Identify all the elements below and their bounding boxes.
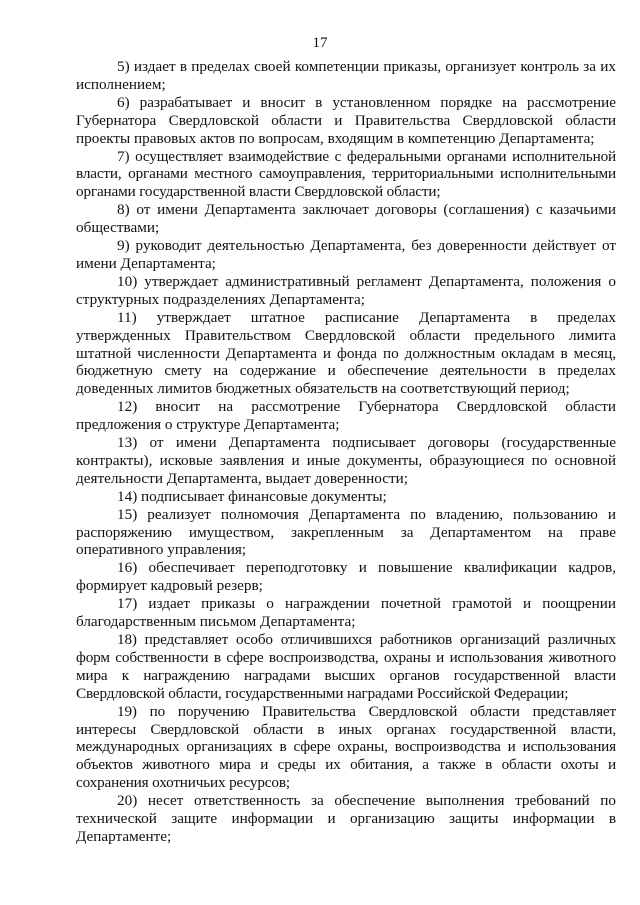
list-item: 17) издает приказы о награждении почетной грамотой и поощрении благодарственным письмом Департамента; bbox=[76, 595, 616, 631]
list-item: 8) от имени Департамента заключает договоры (соглашения) с казачьими обществами; bbox=[76, 201, 616, 237]
list-item: 16) обеспечивает переподготовку и повышение квалификации кадров, формирует кадровый резерв; bbox=[76, 559, 616, 595]
list-item: 11) утверждает штатное расписание Департамента в пределах утвержденных Правительством Свердловской области предельного лимита штатной численности Департамента и фонда по должностным окладам в месяц, бюджетную смету на содержание и обеспечение деятельности в пределах доведенных лимитов бюджетных обязательств на соответствующий период; bbox=[76, 308, 616, 398]
list-item: 12) вносит на рассмотрение Губернатора Свердловской области предложения о структуре Департамента; bbox=[76, 398, 616, 434]
list-item: 9) руководит деятельностью Департамента, без доверенности действует от имени Департамента; bbox=[76, 237, 616, 272]
list-item: 10) утверждает административный регламент Департамента, положения о структурных подразделениях Департамента; bbox=[76, 272, 616, 308]
list-item: 19) по поручению Правительства Свердловской области представляет интересы Свердловской области в иных органах государственной власти, международных организациях в сфере охраны, воспроизводства и использования объектов животного мира и среды их обитания, а также в области охоты и сохранения охотничьих ресурсов; bbox=[76, 702, 616, 792]
list-item: 18) представляет особо отличившихся работников организаций различных форм собственности в сфере воспроизводства, охраны и использования животного мира к награждению наградами высших органов государственной власти Свердловской области, государственными наградами Российской Федерации; bbox=[76, 631, 616, 702]
list-item: 15) реализует полномочия Департамента по владению, пользованию и распоряжению имуществом, закрепленным за Департаментом на праве оперативного управления; bbox=[76, 505, 616, 559]
page-number: 17 bbox=[312, 35, 328, 51]
list-item: 14) подписывает финансовые документы; bbox=[117, 487, 387, 505]
list-item: 7) осуществляет взаимодействие с федеральными органами исполнительной власти, органами местного самоуправления, территориальными исполнительными органами государственной власти Свердловской области; bbox=[76, 147, 616, 201]
list-item: 6) разрабатывает и вносит в установленном порядке на рассмотрение Губернатора Свердловской области и Правительства Свердловской области проекты правовых актов по вопросам, входящим в компетенцию Департамента; bbox=[76, 93, 616, 147]
list-item: 20) несет ответственность за обеспечение выполнения требований по технической защите информации и организацию защиты информации в Департаменте; bbox=[76, 792, 616, 845]
list-item: 13) от имени Департамента подписывает договоры (государственные контракты), исковые заявления и иные документы, образующиеся по основной деятельности Департамента, выдает доверенности; bbox=[76, 434, 616, 487]
document-body bbox=[76, 58, 616, 846]
list-item: 5) издает в пределах своей компетенции приказы, организует контроль за их исполнением; bbox=[76, 58, 616, 93]
